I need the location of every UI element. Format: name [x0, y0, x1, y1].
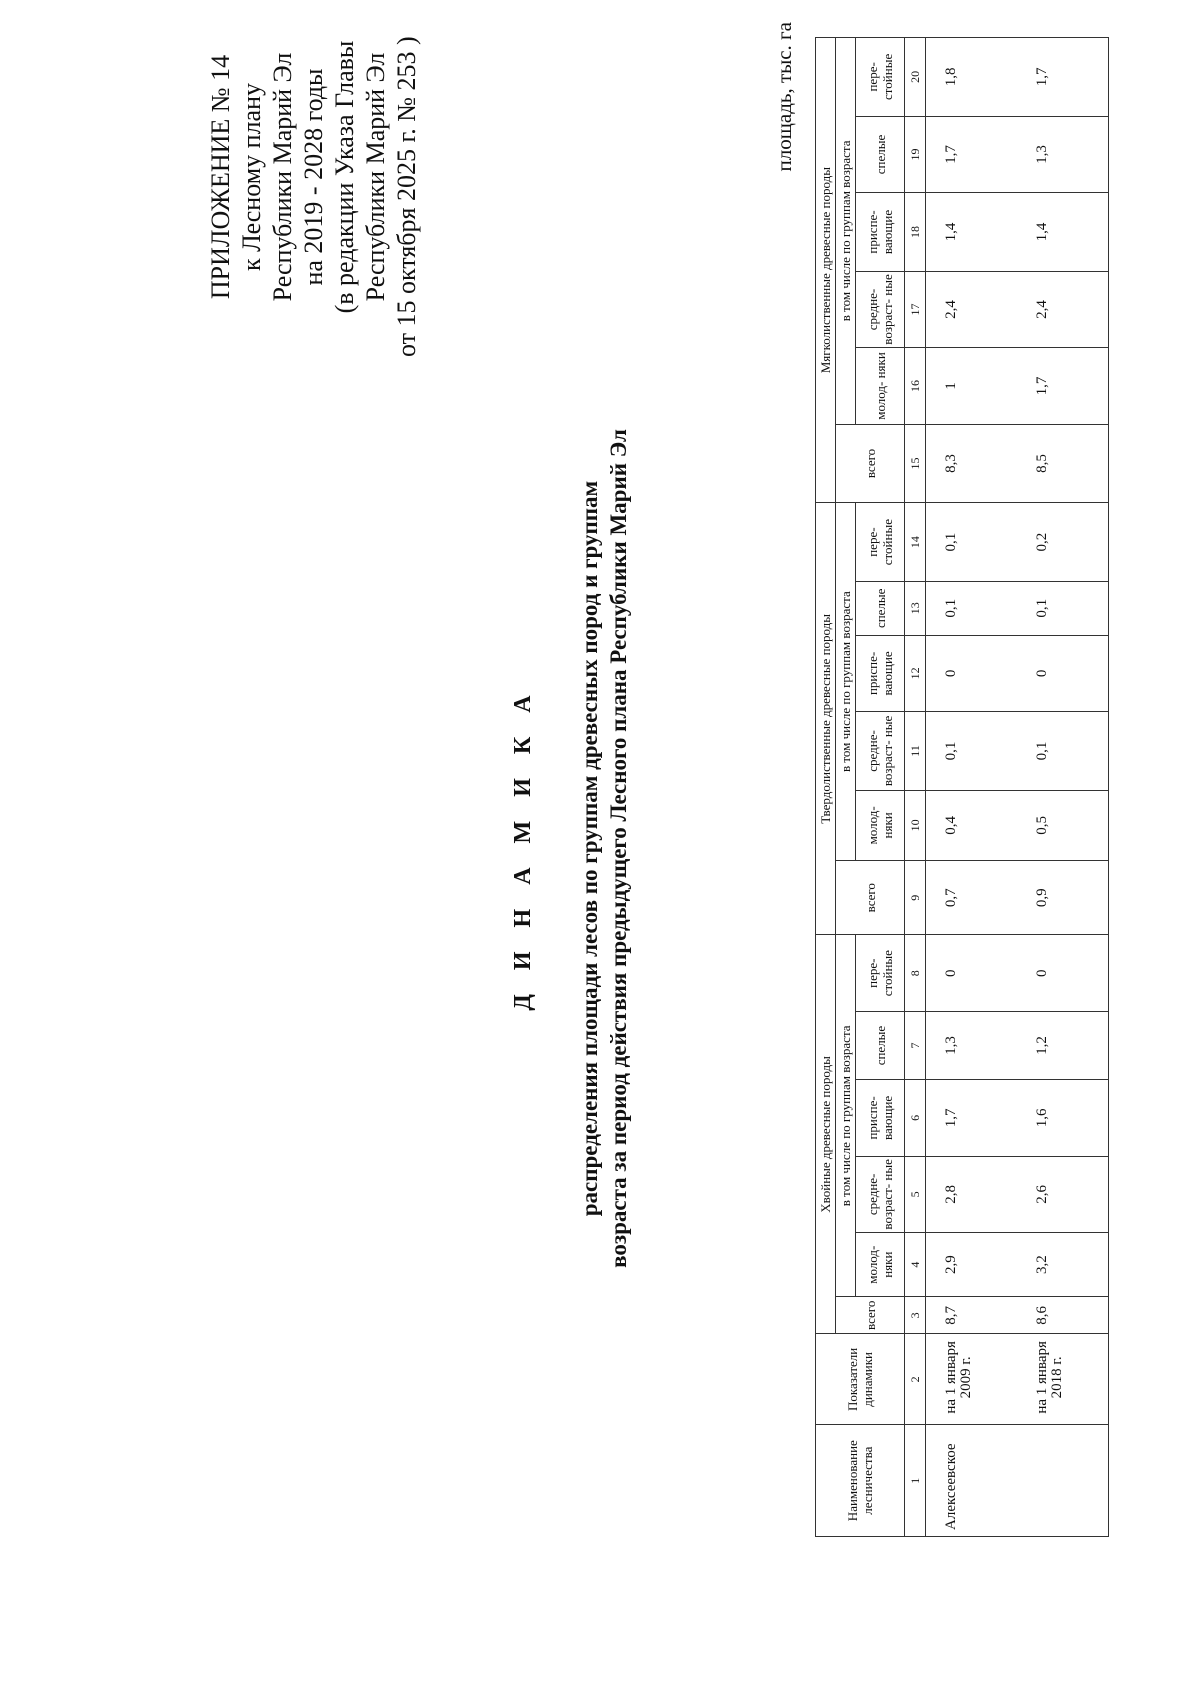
- value-cell: 2,9: [926, 1233, 1018, 1297]
- table-row: [1017, 38, 1109, 1537]
- header-middle-aged: средне- возраст- ные: [856, 712, 905, 791]
- header-age-groups: в том числе по группам возраста: [836, 935, 856, 1297]
- value-cell: 8,7: [926, 1297, 1018, 1334]
- value-cell: 1,4: [1017, 193, 1109, 272]
- column-number: 7: [905, 1011, 926, 1079]
- value-cell: 0,1: [1017, 712, 1109, 791]
- appendix-line: Республики Марий Эл: [361, 52, 390, 302]
- value-cell: 2,4: [926, 271, 1018, 347]
- column-number: 9: [905, 861, 926, 935]
- header-overmature: пере- стойные: [856, 38, 905, 117]
- value-cell: 0: [1017, 635, 1109, 711]
- value-cell: 1,4: [926, 193, 1018, 272]
- forestry-name-cell: Алексеевское: [926, 1425, 1018, 1537]
- header-mature: спелые: [856, 1011, 905, 1079]
- column-number: 14: [905, 503, 926, 582]
- header-group-hardwood: Твердолиственные древесные породы: [816, 503, 836, 935]
- header-mature: спелые: [856, 116, 905, 192]
- forest-dynamics-table: [815, 37, 1109, 1537]
- header-middle-aged: средне- возраст- ные: [856, 271, 905, 347]
- header-young: молод- няки: [856, 348, 905, 424]
- value-cell: 8,5: [1017, 424, 1109, 503]
- value-cell: 1,7: [1017, 38, 1109, 117]
- column-number: 19: [905, 116, 926, 192]
- value-cell: 1,3: [926, 1011, 1018, 1079]
- value-cell: 1,6: [1017, 1080, 1109, 1156]
- header-young: молод- няки: [856, 1233, 905, 1297]
- document-subtitle: [575, 0, 633, 1697]
- column-number: 12: [905, 635, 926, 711]
- header-middle-aged: средне- возраст- ные: [856, 1156, 905, 1232]
- value-cell: 1,7: [926, 1080, 1018, 1156]
- value-cell: 0,4: [926, 790, 1018, 860]
- column-number: 3: [905, 1297, 926, 1334]
- column-number: 2: [905, 1334, 926, 1425]
- value-cell: 0,1: [926, 581, 1018, 635]
- value-cell: 8,6: [1017, 1297, 1109, 1334]
- subtitle-line-2: возраста за период действия предыдущего Лесного плана Республики Марий Эл: [606, 429, 631, 1268]
- header-total: всего: [836, 861, 905, 935]
- column-number: 16: [905, 348, 926, 424]
- header-age-groups: в том числе по группам возраста: [836, 503, 856, 861]
- value-cell: 1,3: [1017, 116, 1109, 192]
- value-cell: 2,4: [1017, 271, 1109, 347]
- header-premature: приспе- вающие: [856, 193, 905, 272]
- indicator-cell: на 1 января 2009 г.: [926, 1334, 1018, 1425]
- value-cell: 8,3: [926, 424, 1018, 503]
- value-cell: 0: [926, 935, 1018, 1012]
- header-overmature: пере- стойные: [856, 503, 905, 582]
- document-heading: Д И Н А М И К А: [510, 686, 536, 1011]
- column-number: 10: [905, 790, 926, 860]
- value-cell: 0,2: [1017, 503, 1109, 582]
- header-premature: приспе- вающие: [856, 1080, 905, 1156]
- value-cell: 0,7: [926, 861, 1018, 935]
- value-cell: 1,2: [1017, 1011, 1109, 1079]
- table-row: [926, 38, 1018, 1537]
- column-number: 4: [905, 1233, 926, 1297]
- header-group-softwood: Мягколиственные древесные породы: [816, 38, 836, 503]
- column-number: 15: [905, 424, 926, 503]
- subtitle-line-1: распределения площади лесов по группам древесных пород и группам: [577, 480, 602, 1217]
- value-cell: 0,1: [1017, 581, 1109, 635]
- value-cell: 2,8: [926, 1156, 1018, 1232]
- value-cell: 1,7: [926, 116, 1018, 192]
- document-title-block: [505, 0, 633, 1697]
- header-total: всего: [836, 424, 905, 503]
- appendix-line: к Лесному плану: [237, 82, 266, 272]
- column-number: 11: [905, 712, 926, 791]
- value-cell: 1: [926, 348, 1018, 424]
- column-number: 1: [905, 1425, 926, 1537]
- value-cell: 0,1: [926, 712, 1018, 791]
- column-number: 17: [905, 271, 926, 347]
- column-number: 5: [905, 1156, 926, 1232]
- column-number: 6: [905, 1080, 926, 1156]
- value-cell: 3,2: [1017, 1233, 1109, 1297]
- appendix-header: [205, 0, 422, 367]
- header-forestry-name: Наименование лесничества: [816, 1425, 905, 1537]
- table-body: [926, 38, 1109, 1537]
- header-premature: приспе- вающие: [856, 635, 905, 711]
- header-indicators: Показатели динамики: [816, 1334, 905, 1425]
- header-age-groups: в том числе по группам возраста: [836, 38, 856, 425]
- decree-date-line: от 15 октября 2025 г. № 253 ): [392, 36, 421, 357]
- appendix-line: Республики Марий Эл: [268, 52, 297, 302]
- value-cell: 1,8: [926, 38, 1018, 117]
- appendix-line: на 2019 - 2028 годы: [299, 68, 328, 286]
- value-cell: 0: [1017, 935, 1109, 1012]
- appendix-line: (в редакции Указа Главы: [330, 40, 359, 314]
- column-number: 13: [905, 581, 926, 635]
- column-number: 18: [905, 193, 926, 272]
- indicator-cell: на 1 января 2018 г.: [1017, 1334, 1109, 1425]
- value-cell: 1,7: [1017, 348, 1109, 424]
- header-group-conifer: Хвойные древесные породы: [816, 935, 836, 1334]
- value-cell: 0: [926, 635, 1018, 711]
- column-number: 20: [905, 38, 926, 117]
- column-number: 8: [905, 935, 926, 1012]
- unit-label: площадь, тыс. га: [772, 22, 796, 172]
- column-number-row: [905, 38, 926, 1537]
- forestry-name-cell: [1017, 1425, 1109, 1537]
- header-mature: спелые: [856, 581, 905, 635]
- appendix-line: ПРИЛОЖЕНИЕ № 14: [206, 54, 235, 300]
- header-total: всего: [836, 1297, 905, 1334]
- value-cell: 2,6: [1017, 1156, 1109, 1232]
- value-cell: 0,5: [1017, 790, 1109, 860]
- header-overmature: пере- стойные: [856, 935, 905, 1012]
- header-young: молод- няки: [856, 790, 905, 860]
- value-cell: 0,9: [1017, 861, 1109, 935]
- value-cell: 0,1: [926, 503, 1018, 582]
